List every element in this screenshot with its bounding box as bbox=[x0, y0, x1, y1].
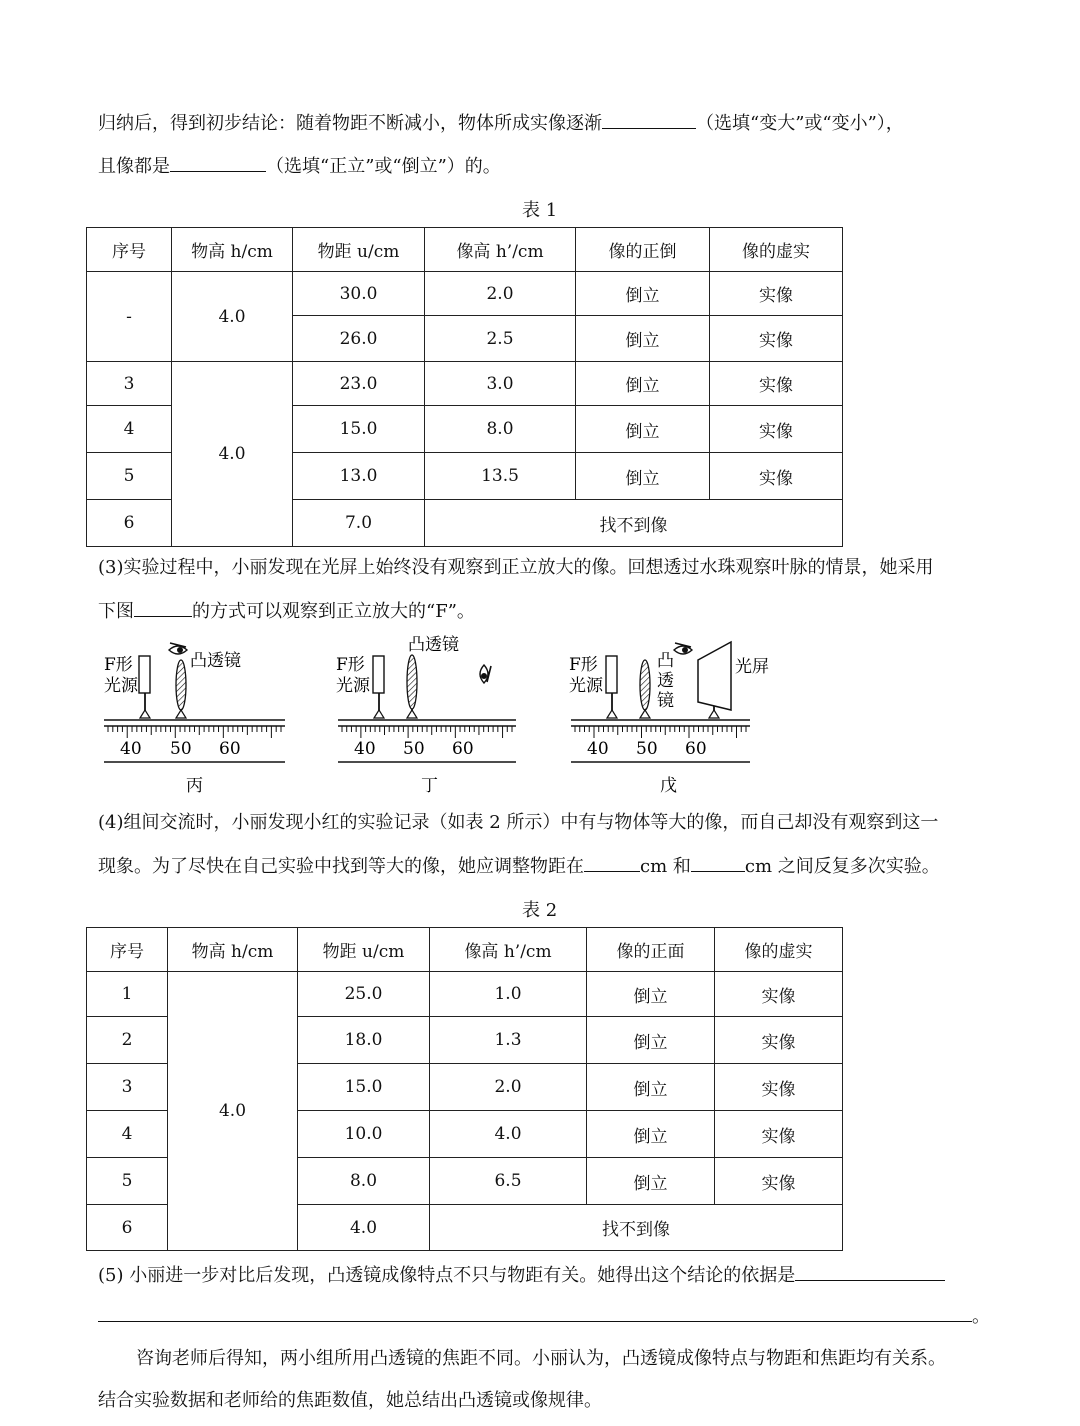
convex-lens bbox=[176, 660, 186, 710]
note-cell: 找不到像 bbox=[425, 500, 843, 547]
image-height-cell: 1.0 bbox=[430, 972, 587, 1017]
header-cell: 物距 u/cm bbox=[298, 928, 430, 972]
table1-caption: 表 1 bbox=[522, 200, 558, 221]
orientation-cell: 倒立 bbox=[587, 1064, 715, 1111]
index-cell: - bbox=[87, 272, 172, 362]
tick-label: 50 bbox=[636, 739, 658, 759]
text: 归纳后，得到初步结论：随着物距不断减小，物体所成实像逐渐 bbox=[98, 113, 602, 134]
figure-wu bbox=[569, 642, 769, 796]
index-cell: 6 bbox=[87, 1205, 168, 1251]
type-cell: 实像 bbox=[715, 1017, 843, 1064]
type-cell: 实像 bbox=[710, 406, 843, 453]
header-cell: 像的虚实 bbox=[710, 228, 843, 272]
distance-cell: 13.0 bbox=[293, 453, 425, 500]
tick-label: 50 bbox=[170, 739, 192, 759]
figure-caption: 丙 bbox=[186, 776, 203, 796]
image-height-cell: 2.0 bbox=[425, 272, 576, 316]
type-cell: 实像 bbox=[710, 453, 843, 500]
figure-caption: 戊 bbox=[660, 776, 677, 796]
distance-cell: 30.0 bbox=[293, 272, 425, 316]
index-cell: 4 bbox=[87, 1111, 168, 1158]
text: (5) 小丽进一步对比后发现，凸透镜成像特点不只与物距有关。她得出这个结论的依据是 bbox=[98, 1265, 796, 1286]
image-height-cell: 2.5 bbox=[425, 316, 576, 362]
table-row bbox=[87, 272, 843, 316]
tick-label: 40 bbox=[587, 739, 609, 759]
light-screen bbox=[698, 642, 731, 710]
answer-blank-4[interactable] bbox=[584, 853, 640, 872]
image-height-cell: 2.0 bbox=[430, 1064, 587, 1111]
para3-line2 bbox=[98, 598, 475, 624]
para1-line1 bbox=[98, 110, 904, 136]
orientation-cell: 倒立 bbox=[576, 272, 710, 316]
source-label: 光源 bbox=[569, 676, 603, 696]
index-cell: 6 bbox=[87, 500, 172, 547]
distance-cell: 10.0 bbox=[298, 1111, 430, 1158]
header-cell: 像的正倒 bbox=[576, 228, 710, 272]
text: 。 bbox=[972, 1306, 990, 1327]
object-height-cell: 4.0 bbox=[172, 362, 293, 547]
object-height-cell: 4.0 bbox=[168, 972, 298, 1251]
lens-label: 镜 bbox=[657, 691, 674, 711]
source-label: F形 bbox=[336, 655, 365, 675]
index-cell: 4 bbox=[87, 406, 172, 453]
eye-icon bbox=[480, 665, 491, 683]
header-cell: 像的正面 bbox=[587, 928, 715, 972]
orientation-cell: 倒立 bbox=[576, 316, 710, 362]
index-cell: 3 bbox=[87, 362, 172, 406]
index-cell: 3 bbox=[87, 1064, 168, 1111]
answer-blank-7[interactable] bbox=[98, 1303, 972, 1322]
f-light-source bbox=[139, 656, 150, 693]
index-cell: 5 bbox=[87, 1158, 168, 1205]
f-light-source bbox=[373, 656, 384, 693]
type-cell: 实像 bbox=[715, 1158, 843, 1205]
distance-cell: 26.0 bbox=[293, 316, 425, 362]
tick-label: 60 bbox=[685, 739, 707, 759]
lens-label: 凸透镜 bbox=[408, 635, 459, 655]
answer-blank-5[interactable] bbox=[691, 853, 745, 872]
type-cell: 实像 bbox=[715, 972, 843, 1017]
para4-line2 bbox=[98, 853, 940, 879]
para6-line2: 结合实验数据和老师给的焦距数值，她总结出凸透镜或像规律。 bbox=[98, 1390, 602, 1411]
text: cm 之间反复多次实验。 bbox=[744, 856, 940, 877]
source-label: F形 bbox=[104, 655, 133, 675]
eye-icon bbox=[674, 643, 692, 654]
answer-blank-2[interactable] bbox=[170, 153, 266, 172]
distance-cell: 23.0 bbox=[293, 362, 425, 406]
lens-label: 凸 bbox=[657, 651, 674, 671]
tick-label: 60 bbox=[452, 739, 474, 759]
distance-cell: 7.0 bbox=[293, 500, 425, 547]
orientation-cell: 倒立 bbox=[587, 1111, 715, 1158]
table2-header-row bbox=[87, 928, 843, 972]
convex-lens bbox=[640, 660, 650, 710]
figure-ding bbox=[336, 634, 516, 796]
answer-blank-1[interactable] bbox=[602, 110, 696, 129]
orientation-cell: 倒立 bbox=[587, 1017, 715, 1064]
distance-cell: 4.0 bbox=[298, 1205, 430, 1251]
type-cell: 实像 bbox=[710, 316, 843, 362]
header-cell: 像高 h’/cm bbox=[425, 228, 576, 272]
table-row bbox=[87, 972, 843, 1017]
image-height-cell: 8.0 bbox=[425, 406, 576, 453]
tick-label: 50 bbox=[403, 739, 425, 759]
text: 现象。为了尽快在自己实验中找到等大的像，她应调整物距在 bbox=[98, 856, 584, 877]
f-light-source bbox=[606, 656, 617, 693]
para1-line2 bbox=[98, 153, 501, 179]
header-cell: 像高 h’/cm bbox=[430, 928, 587, 972]
table1-header-row bbox=[87, 228, 843, 272]
image-height-cell: 6.5 bbox=[430, 1158, 587, 1205]
header-cell: 物高 h/cm bbox=[172, 228, 293, 272]
para3-line1: (3)实验过程中，小丽发现在光屏上始终没有观察到正立放大的像。回想透过水珠观察叶脉的情景，她采用 bbox=[98, 557, 934, 578]
type-cell: 实像 bbox=[715, 1111, 843, 1158]
tick-label: 40 bbox=[354, 739, 376, 759]
tick-label: 40 bbox=[120, 739, 142, 759]
index-cell: 2 bbox=[87, 1017, 168, 1064]
convex-lens bbox=[407, 655, 417, 709]
text: 的方式可以观察到正立放大的“F”。 bbox=[192, 601, 475, 622]
header-cell: 像的虚实 bbox=[715, 928, 843, 972]
table-row bbox=[87, 362, 843, 406]
eye-icon bbox=[169, 643, 187, 654]
optics-figures bbox=[0, 630, 1080, 800]
distance-cell: 8.0 bbox=[298, 1158, 430, 1205]
tick-label: 60 bbox=[219, 739, 241, 759]
orientation-cell: 倒立 bbox=[576, 453, 710, 500]
orientation-cell: 倒立 bbox=[576, 362, 710, 406]
header-cell: 序号 bbox=[87, 928, 168, 972]
image-height-cell: 3.0 bbox=[425, 362, 576, 406]
header-cell: 物高 h/cm bbox=[168, 928, 298, 972]
answer-blank-3[interactable] bbox=[134, 598, 192, 617]
text: （选填“正立”或“倒立”）的。 bbox=[266, 156, 501, 177]
type-cell: 实像 bbox=[710, 272, 843, 316]
distance-cell: 15.0 bbox=[293, 406, 425, 453]
distance-cell: 18.0 bbox=[298, 1017, 430, 1064]
orientation-cell: 倒立 bbox=[587, 972, 715, 1017]
distance-cell: 15.0 bbox=[298, 1064, 430, 1111]
header-cell: 物距 u/cm bbox=[293, 228, 425, 272]
orientation-cell: 倒立 bbox=[587, 1158, 715, 1205]
note-cell: 找不到像 bbox=[430, 1205, 843, 1251]
type-cell: 实像 bbox=[715, 1064, 843, 1111]
para4-line1: (4)组间交流时，小丽发现小红的实验记录（如表 2 所示）中有与物体等大的像，而自己却没有观察到这一 bbox=[98, 812, 939, 833]
source-label: 光源 bbox=[336, 676, 370, 696]
image-height-cell: 1.3 bbox=[430, 1017, 587, 1064]
orientation-cell: 倒立 bbox=[576, 406, 710, 453]
text: 下图 bbox=[98, 601, 134, 622]
table2 bbox=[86, 927, 843, 1251]
source-label: F形 bbox=[569, 655, 598, 675]
para5-line1 bbox=[98, 1262, 945, 1288]
index-cell: 5 bbox=[87, 453, 172, 500]
table2-caption: 表 2 bbox=[522, 900, 558, 921]
distance-cell: 25.0 bbox=[298, 972, 430, 1017]
figure-caption: 丁 bbox=[421, 776, 438, 796]
para6-line1: 咨询老师后得知，两小组所用凸透镜的焦距不同。小丽认为，凸透镜成像特点与物距和焦距均有关系。 bbox=[136, 1348, 946, 1369]
header-cell: 序号 bbox=[87, 228, 172, 272]
screen-label: 光屏 bbox=[735, 657, 769, 677]
type-cell: 实像 bbox=[710, 362, 843, 406]
text: 且像都是 bbox=[98, 156, 170, 177]
figure-bing bbox=[104, 643, 285, 796]
object-height-cell: 4.0 bbox=[172, 272, 293, 362]
table1 bbox=[86, 227, 843, 547]
lens-label: 透 bbox=[657, 671, 674, 691]
text: （选填“变大”或“变小”）， bbox=[696, 113, 904, 134]
index-cell: 1 bbox=[87, 972, 168, 1017]
image-height-cell: 4.0 bbox=[430, 1111, 587, 1158]
source-label: 光源 bbox=[104, 676, 138, 696]
para5-line2 bbox=[98, 1303, 990, 1329]
lens-label: 凸透镜 bbox=[190, 651, 241, 671]
text: cm 和 bbox=[640, 856, 691, 877]
image-height-cell: 13.5 bbox=[425, 453, 576, 500]
answer-blank-6[interactable] bbox=[795, 1262, 945, 1281]
